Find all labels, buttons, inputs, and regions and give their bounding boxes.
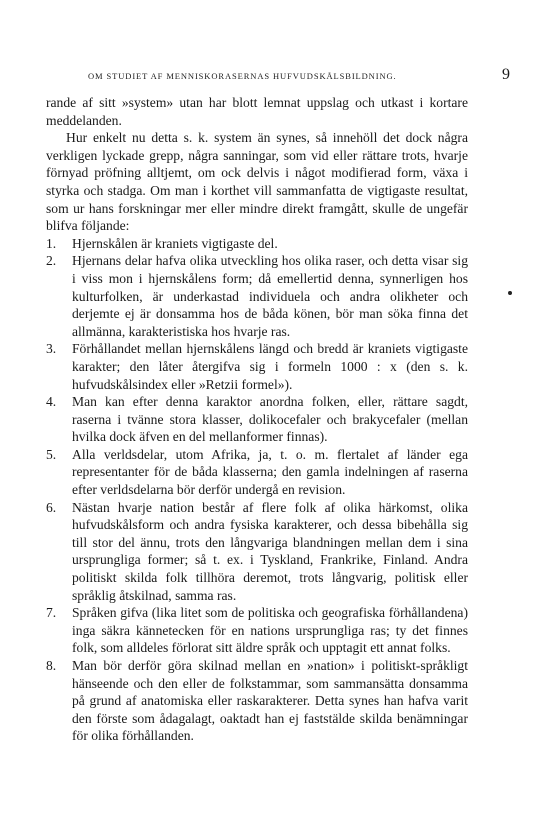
- paragraph-continuation: rande af sitt »system» utan har blott lemnat uppslag och utkast i kortare meddelanden.: [46, 95, 468, 128]
- list-item: [46, 393, 468, 446]
- list-item-number: 2.: [46, 253, 57, 269]
- list-item-text: Man bör derför göra skilnad mellan en »nation» i politiskt-språkligt hänseende och den eller de folkstammar, som sammansätta donsamma på grund af anatomiska eller raskarakterer. Detta synes han hafva varit den förste som ådagalagt, oaktadt han ej faststälde skilda benämningar för olika förhållanden.: [72, 658, 468, 744]
- margin-dot: [508, 291, 512, 295]
- list-item-number: 7.: [46, 605, 57, 621]
- list-item-text: Alla verldsdelar, utom Afrika, ja, t. o. m. flertalet af länder ega representanter för de båda klasserna; den gamla indelningen af raserna efter verldsdelarna bör derför undergå en revision.: [72, 446, 468, 498]
- list-item: [46, 446, 468, 499]
- list-item: [46, 657, 468, 745]
- list-item: [46, 499, 468, 605]
- list-item-number: 5.: [46, 446, 57, 462]
- list-item-number: 3.: [46, 341, 57, 357]
- list-item-text: Hjernskålen är kraniets vigtigaste del.: [72, 235, 278, 251]
- list-item-number: 4.: [46, 394, 57, 410]
- page-number: 9: [502, 66, 510, 83]
- list-item-text: Nästan hvarje nation består af flere folk af olika härkomst, olika hufvudskålsform och andra fysiska karakterer, och dessa bibehålla sig till stor del ännu, trots den långvariga blandningen mellan dem i sina ursprungliga former; så t. ex. i Tyskland, Frankrike, Finland. Andra politiskt skilda folk tillhöra deremot, trots långvarig, politisk eller språklig åtskilnad, samma ras.: [72, 499, 468, 603]
- list-item-text: Hjernans delar hafva olika utveckling hos olika raser, och detta visar sig i viss mon i hjernskålens form; då emellertid denna, synnerligen hos kulturfolken, är underkastad individuela och andra olikheter och derjemte ej är donsamma hos de båda könen, bör man söka finna det allmänna, karakteristiska hos hvarje ras.: [72, 253, 468, 339]
- list-item: [46, 252, 468, 340]
- paragraph-intro: Hur enkelt nu detta s. k. system än synes, så innehöll det dock några verkligen lyckade grepp, några sanningar, som vid eller rättare trots, hvarje förnyad pröfning alltjemt, om ock delvis i något modifierad form, växa i styrka och stadga. Om man i korthet vill sammanfatta de vigtigaste resultat, som ur hans forskningar mer eller mindre direkt framgått, skulle de ungefär blifva följande:: [46, 130, 468, 234]
- list-item: [46, 340, 468, 393]
- running-head: OM STUDIET AF MENNISKORASERNAS HUFVUDSKÅLSBILDNING.: [88, 71, 397, 81]
- page-header: [46, 66, 516, 84]
- list-item-text: Språken gifva (lika litet som de politiska och geografiska förhållandena) inga säkra kännetecken för en nations ursprungliga ras; ty det finnes folk, som alldeles förlorat sitt äldre språk och upptagit ett annat folks.: [72, 605, 468, 656]
- numbered-list: [46, 235, 468, 745]
- page-body: [46, 94, 468, 745]
- list-item-number: 8.: [46, 658, 57, 673]
- list-item: [46, 604, 468, 657]
- list-item-number: 6.: [46, 499, 57, 515]
- list-item: [46, 235, 468, 253]
- list-item-number: 1.: [46, 235, 57, 251]
- list-item-text: Man kan efter denna karaktor anordna folken, eller, rättare sagdt, raserna i tvänne stora klasser, dolikocefaler och brakycefaler (mellan hvilka dock äfven en del mellanformer finnas).: [72, 394, 468, 445]
- list-item-text: Förhållandet mellan hjernskålens längd och bredd är kraniets vigtigaste karakter; den låter återgifva sig i formeln 1000 : x (den s. k. hufvudskålsindex eller »Retzii formel»).: [72, 341, 468, 392]
